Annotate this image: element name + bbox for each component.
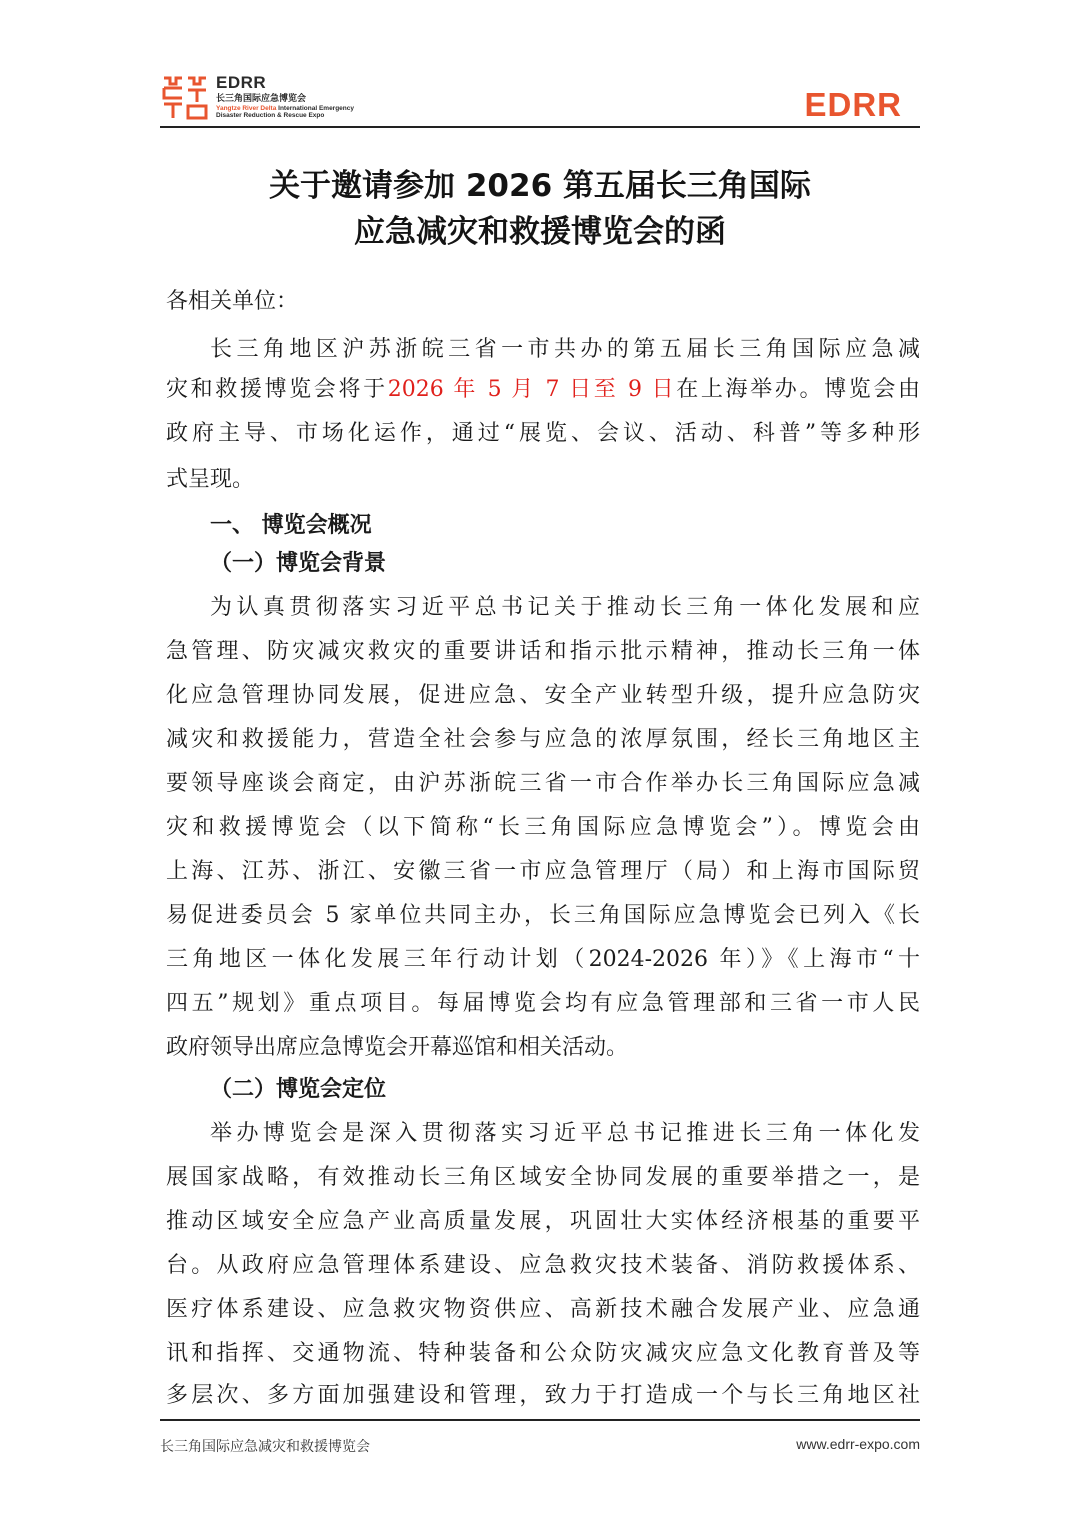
background-line: 急管理、防灾减灾救灾的重要讲话和指示批示精神，推动长三角一体	[166, 639, 920, 664]
positioning-line: 台。从政府应急管理体系建设、应急救灾技术装备、消防救援体系、	[166, 1253, 920, 1278]
header-right-logo: EDRR	[804, 86, 902, 123]
logo-english-accent: Yangtze River Delta	[216, 105, 277, 112]
positioning-line: 推动区域安全应急产业高质量发展，巩固壮大实体经济根基的重要平	[166, 1209, 920, 1234]
logo-english-line-2: Disaster Reduction & Rescue Expo	[216, 112, 325, 119]
background-line: 化应急管理协同发展，促进应急、安全产业转型升级，提升应急防灾	[166, 683, 920, 708]
intro-text: 在上海举办。博览会由	[676, 377, 920, 402]
background-line: 四五”规划》重点项目。每届博览会均有应急管理部和三省一市人民	[166, 991, 920, 1016]
page-header	[160, 70, 920, 128]
salutation: 各相关单位：	[166, 289, 299, 314]
header-divider	[160, 126, 920, 128]
positioning-line: 讯和指挥、交通物流、特种装备和公众防灾减灾应急文化教育普及等	[166, 1341, 920, 1366]
positioning-line: 展国家战略，有效推动长三角区域安全协同发展的重要举措之一，是	[166, 1165, 920, 1190]
document-title-line-1: 关于邀请参加 2026 第五届长三角国际	[269, 168, 811, 204]
positioning-line: 举办博览会是深入贯彻落实习近平总书记推进长三角一体化发	[210, 1121, 920, 1146]
background-line: 减灾和救援能力，营造全社会参与应急的浓厚氛围，经长三角地区主	[166, 727, 920, 752]
intro-line	[166, 370, 920, 410]
logo-english-line-1b: International Emergency	[278, 105, 354, 112]
positioning-line: 医疗体系建设、应急救灾物资供应、高新技术融合发展产业、应急通	[166, 1297, 920, 1322]
logo-text-block	[216, 74, 354, 119]
background-line: 为认真贯彻落实习近平总书记关于推动长三角一体化发展和应	[210, 595, 920, 620]
section-heading-overview: 一、 博览会概况	[210, 513, 372, 538]
edrr-logo-icon	[160, 74, 212, 122]
background-line: 要领导座谈会商定，由沪苏浙皖三省一市合作举办长三角国际应急减	[166, 771, 920, 796]
background-line: 三角地区一体化发展三年行动计划（2024-2026 年）》《上海市“十	[166, 947, 920, 972]
intro-text: 灾和救援博览会将于	[166, 377, 388, 402]
background-line: 政府领导出席应急博览会开幕巡馆和相关活动。	[166, 1035, 629, 1060]
positioning-line: 多层次、多方面加强建设和管理，致力于打造成一个与长三角地区社	[166, 1383, 920, 1408]
footer-divider	[160, 1419, 920, 1421]
background-line: 灾和救援博览会（以下简称“长三角国际应急博览会”）。博览会由	[166, 815, 920, 840]
expo-date-highlight: 2026 年 5 月 7 日至 9 日	[387, 377, 677, 402]
background-line: 易促进委员会 5 家单位共同主办，长三角国际应急博览会已列入《长	[166, 903, 920, 928]
intro-line: 长三角地区沪苏浙皖三省一市共办的第五届长三角国际应急减	[210, 337, 920, 362]
intro-line: 政府主导、市场化运作，通过“展览、会议、活动、科普”等多种形	[166, 421, 920, 446]
logo-english-line-1	[216, 105, 354, 112]
subsection-heading-background: （一）博览会背景	[210, 551, 387, 576]
document-title-line-2: 应急减灾和救援博览会的函	[354, 214, 726, 250]
logo-chinese-name: 长三角国际应急博览会	[216, 94, 307, 104]
footer-organizer: 长三角国际应急减灾和救援博览会	[160, 1439, 370, 1455]
logo-title: EDRR	[216, 73, 267, 92]
subsection-heading-positioning: （二）博览会定位	[210, 1077, 387, 1102]
footer-website-link[interactable]: www.edrr-expo.com	[796, 1436, 920, 1452]
intro-line: 式呈现。	[166, 467, 255, 492]
background-line: 上海、江苏、浙江、安徽三省一市应急管理厅（局）和上海市国际贸	[166, 859, 920, 884]
